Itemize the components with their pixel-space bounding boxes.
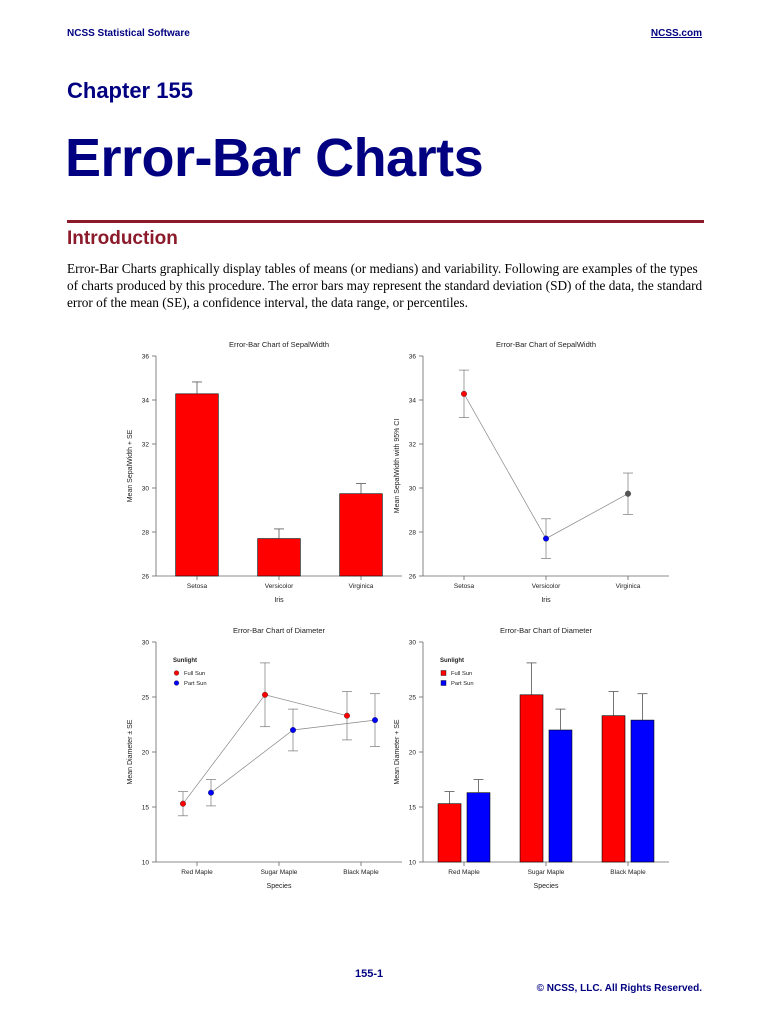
x-tick-label: Virginica bbox=[348, 583, 374, 590]
bar bbox=[438, 804, 461, 862]
y-tick-label: 32 bbox=[141, 441, 149, 449]
data-point bbox=[625, 491, 631, 497]
x-tick-label: Virginica bbox=[615, 583, 641, 590]
legend-label: Full Sun bbox=[184, 671, 206, 677]
y-tick-label: 20 bbox=[141, 749, 149, 757]
x-tick-label: Sugar Maple bbox=[527, 869, 565, 876]
chart-diameter-bar bbox=[385, 622, 675, 897]
y-tick-label: 30 bbox=[408, 485, 416, 493]
y-axis-label: Mean Diameter ± SE bbox=[127, 719, 134, 785]
legend-title: Sunlight bbox=[440, 658, 464, 664]
y-tick-label: 15 bbox=[141, 804, 149, 812]
bar bbox=[549, 730, 572, 862]
legend-swatch bbox=[441, 681, 446, 686]
x-axis-label: Iris bbox=[274, 597, 284, 604]
legend-swatch bbox=[174, 681, 179, 686]
section-heading: Introduction bbox=[67, 228, 178, 249]
legend-title: Sunlight bbox=[173, 658, 197, 664]
copyright-notice: © NCSS, LLC. All Rights Reserved. bbox=[536, 983, 702, 994]
intro-paragraph: Error-Bar Charts graphically display tables of means (or medians) and variability. Following are examples of the types of charts produced by this procedure. The error bars may represent the standard deviation (SD) of the data, the standard error of the mean (SE), a confidence interval, the data range, or percentiles. bbox=[67, 261, 703, 310]
data-point bbox=[262, 692, 268, 698]
y-tick-label: 10 bbox=[141, 859, 149, 867]
header-software-name: NCSS Statistical Software bbox=[67, 28, 190, 39]
x-tick-label: Black Maple bbox=[343, 869, 379, 876]
y-tick-label: 36 bbox=[141, 353, 149, 361]
x-tick-label: Red Maple bbox=[181, 869, 213, 876]
data-point bbox=[372, 717, 378, 723]
legend-swatch bbox=[174, 671, 179, 676]
chart-2-svg bbox=[118, 622, 408, 897]
x-axis-label: Iris bbox=[541, 597, 551, 604]
x-axis-label: Species bbox=[266, 883, 292, 890]
x-tick-label: Versicolor bbox=[264, 583, 294, 590]
x-tick-label: Versicolor bbox=[531, 583, 561, 590]
y-tick-label: 30 bbox=[141, 639, 149, 647]
chart-title: Error-Bar Chart of SepalWidth bbox=[495, 340, 597, 349]
legend-label: Full Sun bbox=[451, 671, 473, 677]
x-tick-label: Sugar Maple bbox=[260, 869, 298, 876]
y-tick-label: 26 bbox=[408, 573, 416, 581]
y-axis-label: Mean Diameter + SE bbox=[394, 719, 401, 785]
y-tick-label: 34 bbox=[408, 397, 416, 405]
chart-3-svg bbox=[385, 622, 675, 897]
y-tick-label: 32 bbox=[408, 441, 416, 449]
bar bbox=[631, 720, 654, 862]
chart-sepalwidth-ci-line bbox=[385, 336, 675, 611]
data-point bbox=[543, 536, 549, 542]
data-point bbox=[208, 790, 214, 796]
y-tick-label: 28 bbox=[408, 529, 416, 537]
x-tick-label: Setosa bbox=[453, 583, 475, 590]
data-point bbox=[461, 391, 467, 397]
data-point bbox=[344, 713, 350, 719]
bar bbox=[340, 494, 383, 576]
y-tick-label: 34 bbox=[141, 397, 149, 405]
chart-sepalwidth-bar bbox=[118, 336, 408, 611]
bar bbox=[520, 695, 543, 862]
bar bbox=[602, 716, 625, 862]
bar bbox=[258, 539, 301, 576]
y-tick-label: 25 bbox=[408, 694, 416, 702]
y-tick-label: 25 bbox=[141, 694, 149, 702]
header-website-link[interactable]: NCSS.com bbox=[650, 28, 702, 39]
y-tick-label: 20 bbox=[408, 749, 416, 757]
y-tick-label: 26 bbox=[141, 573, 149, 581]
chart-1-svg bbox=[385, 336, 675, 611]
legend-swatch bbox=[441, 671, 446, 676]
x-tick-label: Setosa bbox=[186, 583, 208, 590]
x-tick-label: Red Maple bbox=[448, 869, 480, 876]
x-axis-label: Species bbox=[533, 883, 559, 890]
chart-title: Error-Bar Chart of Diameter bbox=[232, 626, 326, 635]
chart-diameter-line bbox=[118, 622, 408, 897]
bar bbox=[467, 793, 490, 862]
y-tick-label: 15 bbox=[408, 804, 416, 812]
data-point bbox=[290, 727, 296, 733]
y-tick-label: 30 bbox=[408, 639, 416, 647]
series-line bbox=[464, 394, 628, 539]
chart-title: Error-Bar Chart of Diameter bbox=[499, 626, 593, 635]
section-divider bbox=[67, 220, 704, 223]
data-point bbox=[180, 801, 186, 807]
y-tick-label: 28 bbox=[141, 529, 149, 537]
bar bbox=[176, 394, 219, 576]
legend-label: Part Sun bbox=[451, 681, 474, 687]
y-tick-label: 30 bbox=[141, 485, 149, 493]
page-title: Error-Bar Charts bbox=[65, 128, 484, 188]
y-tick-label: 36 bbox=[408, 353, 416, 361]
legend-label: Part Sun bbox=[184, 681, 207, 687]
chapter-number: Chapter 155 bbox=[67, 78, 193, 103]
y-tick-label: 10 bbox=[408, 859, 416, 867]
x-tick-label: Black Maple bbox=[610, 869, 646, 876]
y-axis-label: Mean SepalWidth + SE bbox=[127, 429, 134, 503]
chart-title: Error-Bar Chart of SepalWidth bbox=[228, 340, 330, 349]
page-number: 155-1 bbox=[355, 968, 384, 980]
y-axis-label: Mean SepalWidth with 95% CI bbox=[394, 418, 401, 514]
chart-0-svg bbox=[118, 336, 408, 611]
